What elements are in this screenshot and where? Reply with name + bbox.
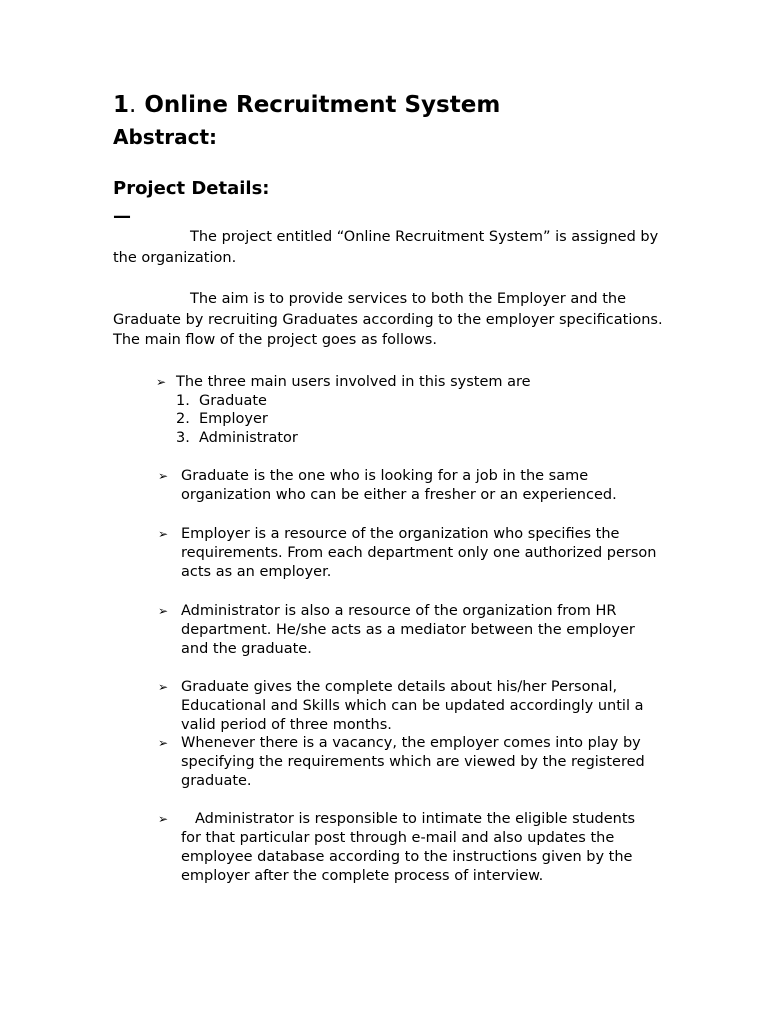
bullet-item bbox=[158, 734, 658, 791]
paragraph-project-entitled: The project entitled “Online Recruitment System” is assigned by the organization. bbox=[113, 229, 659, 266]
users-numbered-list bbox=[176, 392, 531, 448]
title-number: 1 bbox=[113, 92, 130, 118]
list-item: 1. Graduate bbox=[176, 392, 267, 409]
bullet-text: Employer is a resource of the organization who specifies the requirements. From each department only one authorized person acts as an employer. bbox=[181, 526, 657, 580]
bullet-item bbox=[158, 810, 658, 886]
bullet-item bbox=[158, 602, 658, 659]
bullet-text: Whenever there is a vacancy, the employer comes into play by specifying the requirements which are viewed by the registered graduate. bbox=[181, 735, 645, 789]
right-arrowhead-icon: ➢ bbox=[158, 469, 169, 483]
right-arrowhead-icon: ➢ bbox=[158, 527, 169, 541]
list-item: 2. Employer bbox=[176, 411, 268, 427]
project-details-heading: Project Details: bbox=[113, 178, 270, 199]
bullet-text: Administrator is also a resource of the organization from HR department. He/she acts as a mediator between the employer and the graduate. bbox=[181, 603, 635, 657]
heading-dash: — bbox=[113, 206, 131, 227]
list-item: 3. Administrator bbox=[176, 429, 298, 446]
bullet-text: Graduate gives the complete details about his/her Personal, Educational and Skills which can be updated accordingly until a valid period of three months. bbox=[181, 679, 644, 733]
users-list-block bbox=[156, 373, 531, 447]
bullet-item bbox=[158, 525, 658, 582]
right-arrowhead-icon: ➢ bbox=[158, 604, 169, 618]
right-arrowhead-icon: ➢ bbox=[158, 680, 169, 694]
users-lead-text: The three main users involved in this system are bbox=[176, 374, 531, 390]
document-title: 1. Online Recruitment System bbox=[113, 92, 501, 118]
bullet-text: Graduate is the one who is looking for a job in the same organization who can be either a fresher or an experienced. bbox=[181, 468, 617, 503]
right-arrowhead-icon: ➢ bbox=[158, 812, 169, 826]
right-arrowhead-icon: ➢ bbox=[158, 736, 169, 750]
bullet-item bbox=[158, 467, 658, 505]
users-lead-item bbox=[156, 373, 531, 392]
abstract-heading: Abstract: bbox=[113, 125, 218, 149]
title-text: Online Recruitment System bbox=[144, 92, 501, 118]
paragraph-aim: The aim is to provide services to both the Employer and the Graduate by recruiting Graduates according to the employer specifications. The main flow of the project goes as follows. bbox=[113, 291, 663, 348]
bullet-item bbox=[158, 678, 658, 735]
bullet-text: Administrator is responsible to intimate the eligible students for that particular post through e-mail and also updates the employee database according to the instructions given by the employer after the complete process of interview. bbox=[181, 811, 636, 884]
right-arrowhead-icon: ➢ bbox=[156, 375, 167, 389]
